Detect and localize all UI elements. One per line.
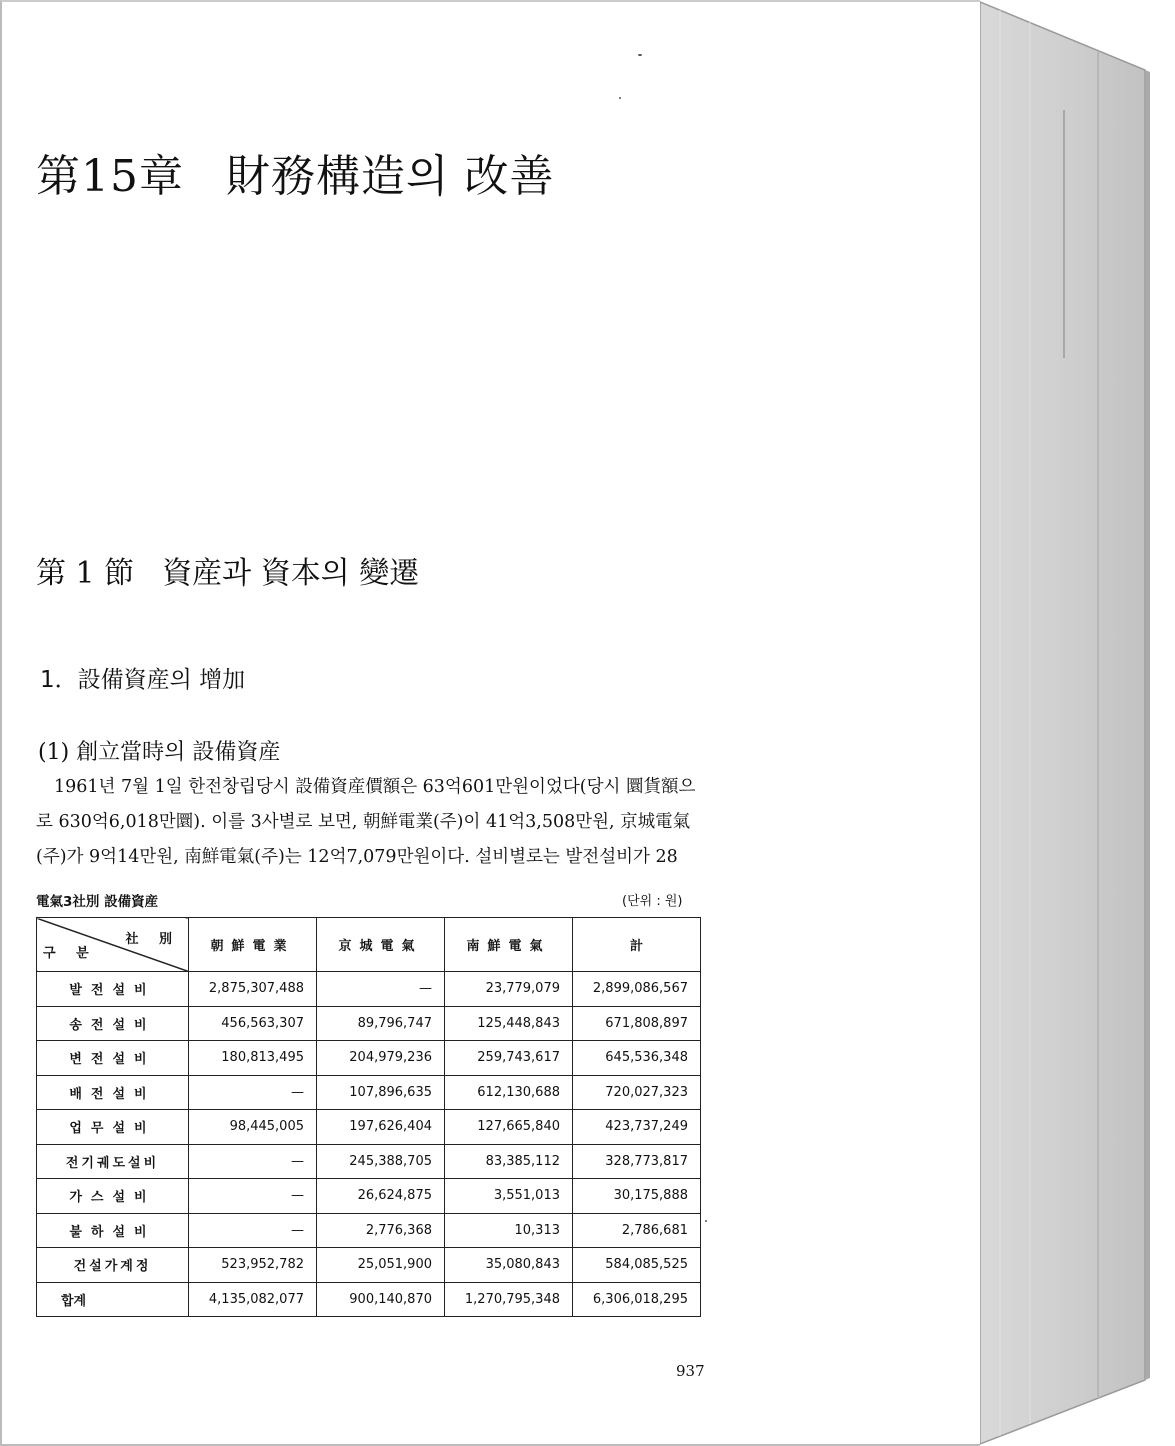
table-cell: — (189, 1213, 317, 1248)
table-cell: 456,563,307 (189, 1006, 317, 1041)
table-header-row (37, 918, 701, 972)
corner-header-cell (37, 918, 189, 972)
table-cell: 259,743,617 (445, 1041, 573, 1076)
corner-row-label: 구 분 (43, 946, 97, 961)
row-label: 가스설비 (37, 1179, 189, 1214)
table-cell: 30,175,888 (573, 1179, 701, 1214)
paragraph-line: (주)가 9억14만원, 南鮮電氣(주)는 12억7,079만원이다. 설비별로는 발전설비가 28 (36, 847, 678, 867)
table-cell: 83,385,112 (445, 1144, 573, 1179)
table-row (37, 1144, 701, 1179)
row-label: 송전설비 (37, 1006, 189, 1041)
book-edge-side (1145, 70, 1150, 1380)
column-header-total: 計 (573, 918, 701, 972)
table-cell: 23,779,079 (445, 972, 573, 1007)
section-name: 資産과 資本의 變遷 (162, 556, 420, 591)
table-row (37, 1248, 701, 1283)
section-number: 第 1 節 (36, 556, 135, 591)
row-label: 불하설비 (37, 1213, 189, 1248)
table-cell: — (189, 1075, 317, 1110)
table-cell: 107,896,635 (317, 1075, 445, 1110)
table-cell: 328,773,817 (573, 1144, 701, 1179)
table-cell: 35,080,843 (445, 1248, 573, 1283)
table-unit: (단위 : 원) (622, 894, 683, 909)
book-edge-face (980, 2, 1145, 1444)
chapter-title (36, 140, 555, 204)
chapter-number: 第15章 (36, 151, 184, 202)
subsubsection-title: (1) 創立當時의 設備資産 (38, 740, 281, 765)
table-cell: 2,875,307,488 (189, 972, 317, 1007)
table-row (37, 1006, 701, 1041)
subsection-title: 1．設備資産의 增加 (40, 667, 246, 693)
section-title (36, 548, 419, 592)
page-number: 937 (676, 1362, 705, 1380)
table-cell: 720,027,323 (573, 1075, 701, 1110)
table-cell: 3,551,013 (445, 1179, 573, 1214)
table-cell: 245,388,705 (317, 1144, 445, 1179)
table-cell: 523,952,782 (189, 1248, 317, 1283)
book-page-edge (980, 0, 1175, 1446)
row-label: 업무설비 (37, 1110, 189, 1145)
asset-table (36, 917, 701, 1317)
row-label: 전기궤도설비 (37, 1144, 189, 1179)
row-label-total: 합계 (37, 1282, 189, 1317)
table-cell: — (317, 972, 445, 1007)
table-cell: 584,085,525 (573, 1248, 701, 1283)
table-cell: 89,796,747 (317, 1006, 445, 1041)
table-cell: 671,808,897 (573, 1006, 701, 1041)
table-cell: 204,979,236 (317, 1041, 445, 1076)
scan-speck (619, 97, 621, 99)
scan-speck (638, 54, 642, 56)
table-cell: — (189, 1144, 317, 1179)
row-label: 건설가계정 (37, 1248, 189, 1283)
scan-speck (705, 1220, 707, 1222)
table-cell: 2,786,681 (573, 1213, 701, 1248)
table-cell: 180,813,495 (189, 1041, 317, 1076)
table-row (37, 1075, 701, 1110)
table-cell: 127,665,840 (445, 1110, 573, 1145)
table-cell: 612,130,688 (445, 1075, 573, 1110)
table-cell: 423,737,249 (573, 1110, 701, 1145)
table-cell: 26,624,875 (317, 1179, 445, 1214)
table-caption: 電氣3社別 設備資産 (36, 894, 159, 910)
paragraph-line: 1961년 7월 1일 한전창립당시 設備資産價額은 63억601만원이었다(당시 圜貨額으 (54, 777, 696, 797)
table-cell: 4,135,082,077 (189, 1282, 317, 1317)
row-label: 배전설비 (37, 1075, 189, 1110)
table-cell: 197,626,404 (317, 1110, 445, 1145)
table-row (37, 1179, 701, 1214)
corner-column-label: 社 別 (125, 932, 180, 947)
table-row (37, 972, 701, 1007)
table-cell: 2,776,368 (317, 1213, 445, 1248)
table-cell: 10,313 (445, 1213, 573, 1248)
table-row (37, 1041, 701, 1076)
table-cell: — (189, 1179, 317, 1214)
table-row-total (37, 1282, 701, 1317)
row-label: 발전설비 (37, 972, 189, 1007)
table-cell: 6,306,018,295 (573, 1282, 701, 1317)
column-header: 朝鮮電業 (189, 918, 317, 972)
table-cell: 25,051,900 (317, 1248, 445, 1283)
table-cell: 1,270,795,348 (445, 1282, 573, 1317)
table-cell: 125,448,843 (445, 1006, 573, 1041)
row-label: 변전설비 (37, 1041, 189, 1076)
table-cell: 900,140,870 (317, 1282, 445, 1317)
table-cell: 2,899,086,567 (573, 972, 701, 1007)
column-header: 京城電氣 (317, 918, 445, 972)
table-cell: 645,536,348 (573, 1041, 701, 1076)
chapter-name: 財務構造의 改善 (226, 151, 555, 202)
column-header: 南鮮電氣 (445, 918, 573, 972)
body-paragraph (36, 770, 704, 875)
table-row (37, 1110, 701, 1145)
table-cell: 98,445,005 (189, 1110, 317, 1145)
table-row (37, 1213, 701, 1248)
paragraph-line: 로 630억6,018만圜). 이를 3사별로 보면, 朝鮮電業(주)이 41억3,508만원, 京城電氣 (36, 812, 691, 832)
